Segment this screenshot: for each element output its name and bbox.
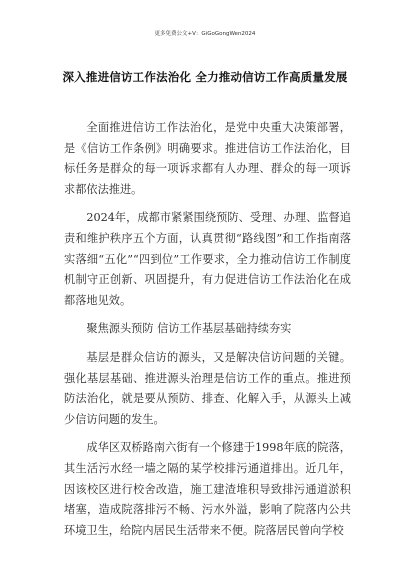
section-heading: 聚焦源头预防 信访工作基层基础持续夯实 bbox=[86, 322, 292, 336]
header-note: 更多免费公文+V：GiGoGongWen2024 bbox=[154, 31, 256, 37]
paragraph: 全面推进信访工作法治化，是党中央重大决策部署，是《信访工作条例》明确要求。推进信访工作法治化，目标任务是群众的每一项诉求都有人办理、群众的每一项诉求都依法推进。 bbox=[64, 121, 351, 196]
paragraph: 成华区双桥路南六街有一个修建于1998年底的院落，其生活污水经一墙之隔的某学校排污通道排出。近几年，因该校区进行校舍改造，施工建渣堆积导致排污通道淤积堵塞，造成院落排污不畅、污水外溢，影响了院落内公共环境卫生，给院内居民生活带来不便。院落居民曾向学校 bbox=[64, 441, 351, 537]
document-body bbox=[64, 118, 351, 541]
paragraph: 基层是群众信访的源头，又是解决信访问题的关键。强化基层基础、推进源头治理是信访工作的重点。推进预防法治化，就是要从预防、排查、化解入手，从源头上减少信访问题的发生。 bbox=[64, 350, 351, 426]
paragraph: 2024年，成都市紧紧围绕预防、受理、办理、监督追责和维护秩序五个方面，认真贯彻“路线图”和工作指南落实落细“五化”“四到位”工作要求，全力推动信访工作制度机制守正创新、巩固提升，有力促进信访工作法治化在成都落地见效。 bbox=[64, 211, 351, 307]
document-title: 深入推进信访工作法治化 全力推动信访工作高质量发展 bbox=[62, 70, 348, 84]
